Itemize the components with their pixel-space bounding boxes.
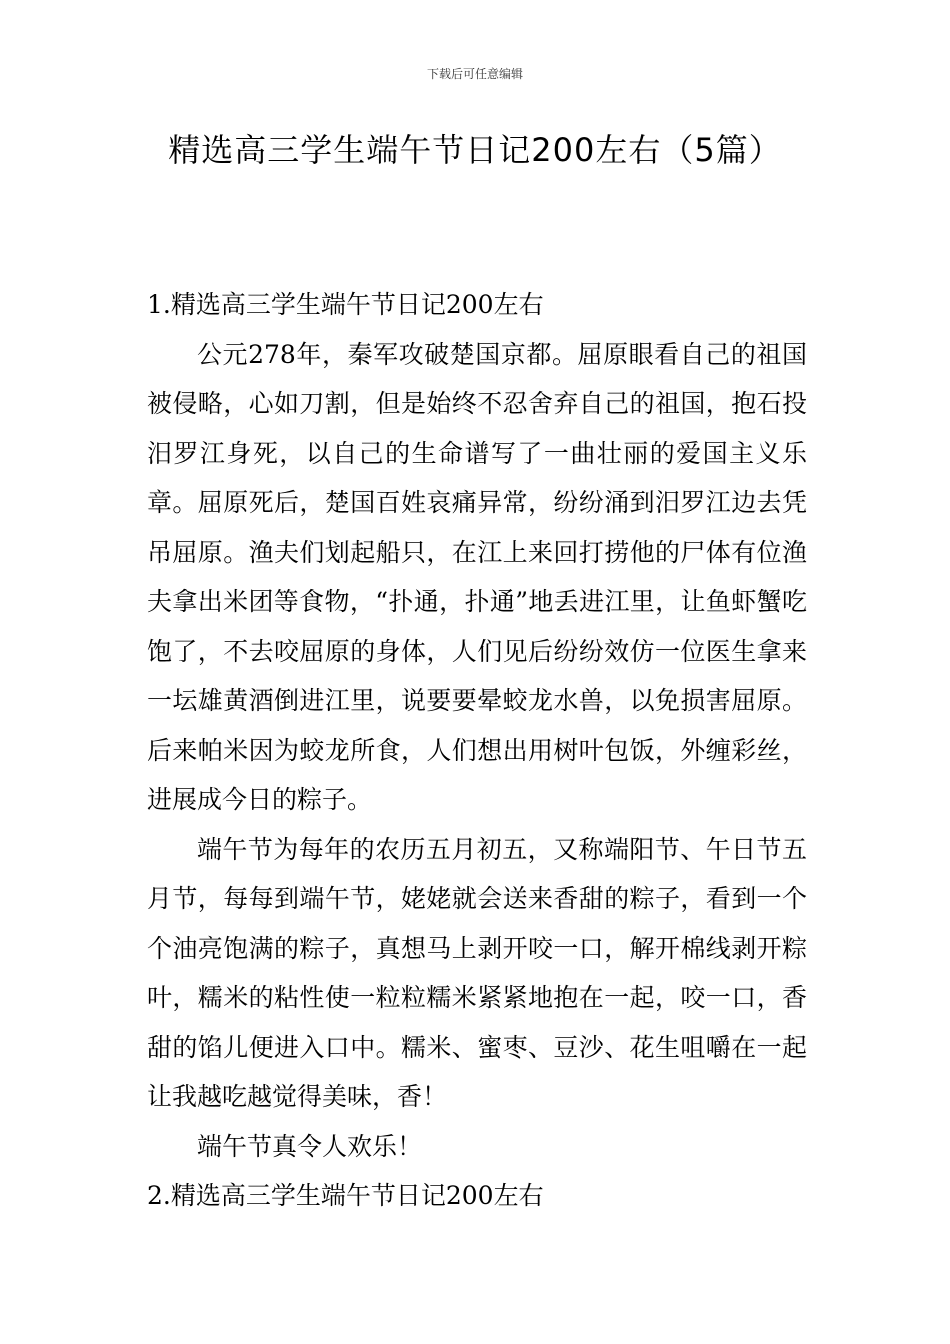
section-heading-1: 1.精选高三学生端午节日记200左右 [147,290,544,319]
paragraph-3: 端午节真令人欢乐！ [197,1131,423,1161]
document-body [147,280,807,1221]
section-heading-2: 2.精选高三学生端午节日记200左右 [147,1181,544,1210]
page-header-note: 下载后可任意编辑 [426,67,523,81]
paragraph-1: 公元278年，秦军攻破楚国京都。屈原眼看自己的祖国被侵略，心如刀割，但是始终不忍舍弃自己的祖国，抱石投汨罗江身死，以自己的生命谱写了一曲壮丽的爱国主义乐章。屈原死后，楚国百姓哀痛异常，纷纷涌到汨罗江边去凭吊屈原。渔夫们划起船只，在江上来回打捞他的尸体有位渔夫拿出米团等食物，“扑通，扑通”地丢进江里，让鱼虾蟹吃饱了，不去咬屈原的身体，人们见后纷纷效仿一位医生拿来一坛雄黄酒倒进江里，说要要晕蛟龙水兽，以免损害屈原。后来帕米因为蛟龙所食，人们想出用树叶包饭，外缠彩丝，进展成今日的粽子。 [147,339,807,814]
paragraph-2: 端午节为每年的农历五月初五，又称端阳节、午日节五月节，每每到端午节，姥姥就会送来香甜的粽子，看到一个个油亮饱满的粽子，真想马上剥开咬一口，解开棉线剥开粽叶，糯米的粘性使一粒粒糯米紧紧地抱在一起，咬一口，香甜的馅儿便进入口中。糯米、蜜枣、豆沙、花生咀嚼在一起让我越吃越觉得美味，香！ [147,834,807,1111]
document-title: 精选高三学生端午节日记200左右（5篇） [168,131,782,169]
